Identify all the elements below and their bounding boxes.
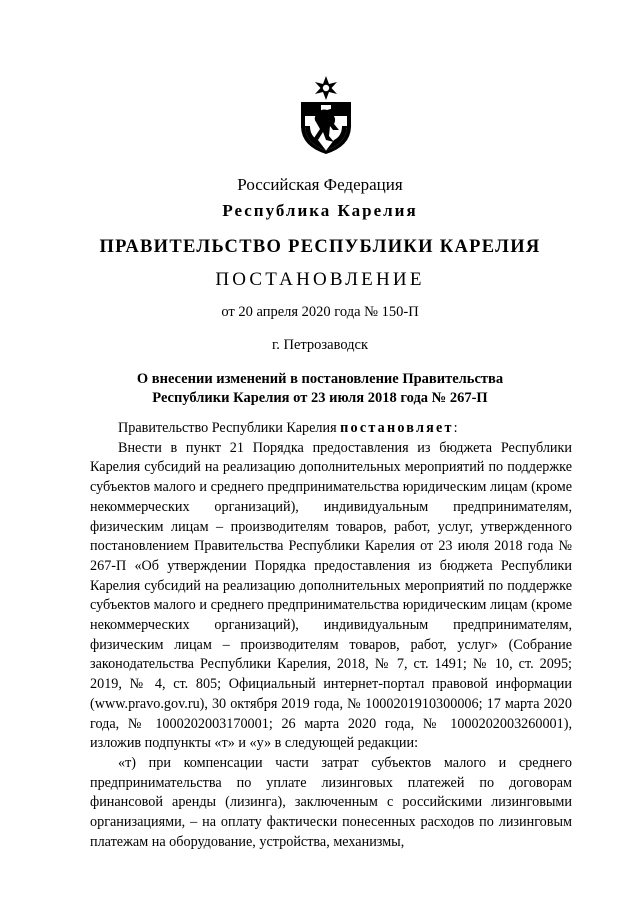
body-paragraph-2: «т) при компенсации части затрат субъектов малого и среднего предпринимательства по уплате лизинговых платежей по договорам финансовой аренды (лизинга), заключенным с российскими лизинговыми организациями, – на оплату фактически понесенных расходов по лизинговым платежам на оборудование, устройства, механизмы, [90,754,572,850]
document-title [100,370,540,407]
document-city: г. Петрозаводск [271,337,369,353]
republic-name: Республика Карелия [222,201,418,220]
decree-prefix: Правительство Республики Карелия [118,420,341,436]
title-line-1: О внесении изменений в постановление Правительства [136,371,504,387]
decree-word: постановляет [340,420,454,436]
government-name: ПРАВИТЕЛЬСТВО РЕСПУБЛИКИ КАРЕЛИЯ [99,237,541,257]
coat-of-arms-icon [296,74,356,156]
decree-paragraph [90,419,572,439]
title-line-2: Республики Карелия от 23 июля 2018 года № 267-П [152,389,488,406]
document-type: ПОСТАНОВЛЕНИЕ [215,269,425,290]
country-name: Российская Федерация [237,175,403,194]
document-body [90,419,572,852]
document-date-number: от 20 апреля 2020 года № 150-П [221,304,419,320]
decree-suffix: : [453,420,458,436]
emblem-star-icon [315,76,337,100]
body-paragraph-1: Внести в пункт 21 Порядка предоставления из бюджета Республики Карелия субсидий на реализацию дополнительных мероприятий по поддержке субъектов малого и среднего предпринимательства юридическим лицам (кроме некоммерческих организаций), индивидуальным предпринимателям, физическим лицам – производителям товаров, работ, услуг, утвержденного постановлением Правительства Республики Карелия от 23 июля 2018 года № 267-П «Об утверждении Порядка предоставления из бюджета Республики Карелия субсидий на реализацию дополнительных мероприятий по поддержке субъектов малого и среднего предпринимательства юридическим лицам (кроме некоммерческих организаций), индивидуальным предпринимателям, физическим лицам – производителям товаров, работ, услуг» (Собрание законодательства Республики Карелия, 2018, № 7, ст. 1491; № 10, ст. 2095; 2019, № 4, ст. 805; Официальный интернет-портал правовой информации (www.pravo.gov.ru), 30 октября 2019 года, № 1000201910300006; 17 марта 2020 года, № 1000202003170001; 26 марта 2020 года, № 1000202003260001), изложив подпункты «т» и «у» в следующей редакции: [90,439,572,752]
